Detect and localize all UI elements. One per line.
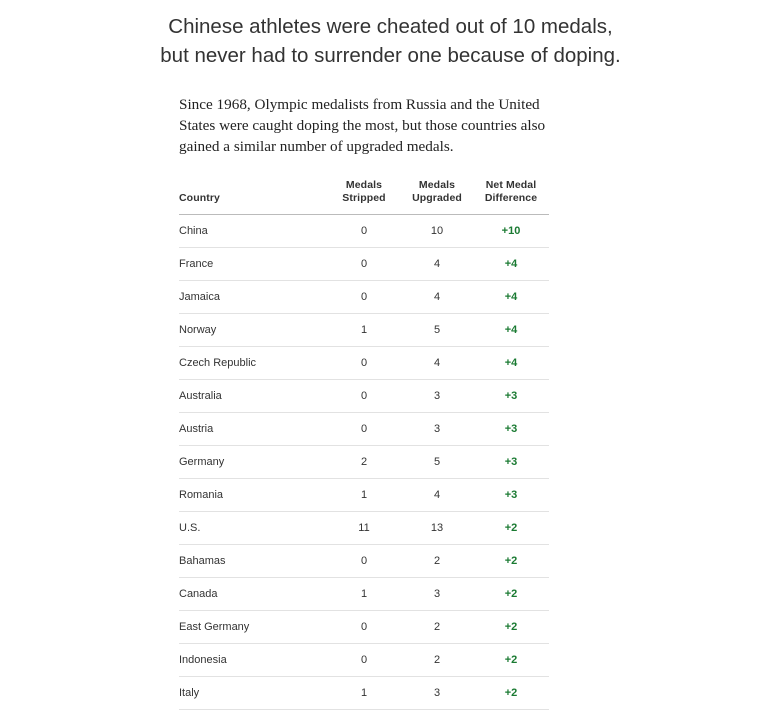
table-row [179, 314, 549, 347]
table-row [179, 578, 549, 611]
cell-net-medal-difference: +3 [473, 413, 549, 446]
cell-medals-upgraded: 13 [401, 512, 473, 545]
cell-country: Australia [179, 380, 327, 413]
cell-net-medal-difference: +2 [473, 677, 549, 710]
cell-medals-stripped: 11 [327, 512, 401, 545]
table-body [179, 215, 549, 710]
table-row [179, 611, 549, 644]
column-header-medals-stripped-line1: Medals [345, 179, 383, 191]
cell-net-medal-difference: +4 [473, 281, 549, 314]
cell-medals-stripped: 1 [327, 479, 401, 512]
cell-medals-stripped: 0 [327, 644, 401, 677]
table-header [179, 179, 549, 215]
cell-medals-stripped: 1 [327, 677, 401, 710]
column-header-medals-upgraded-line1: Medals [418, 179, 456, 191]
cell-net-medal-difference: +3 [473, 446, 549, 479]
cell-net-medal-difference: +4 [473, 248, 549, 281]
headline-line-2: but never had to surrender one because of doping. [160, 44, 621, 67]
table-row [179, 545, 549, 578]
column-header-net-line2: Difference [484, 192, 538, 204]
cell-medals-stripped: 0 [327, 611, 401, 644]
cell-net-medal-difference: +4 [473, 347, 549, 380]
cell-net-medal-difference: +2 [473, 512, 549, 545]
table-header-row [179, 179, 549, 215]
table-row [179, 215, 549, 248]
deck-text: Since 1968, Olympic medalists from Russia and the United States were caught doping the most, but those countries also gained a similar number of upgraded medals. [179, 96, 546, 155]
cell-country: Indonesia [179, 644, 327, 677]
cell-country: Italy [179, 677, 327, 710]
cell-net-medal-difference: +2 [473, 611, 549, 644]
cell-medals-upgraded: 5 [401, 314, 473, 347]
cell-medals-stripped: 0 [327, 248, 401, 281]
table-row [179, 512, 549, 545]
cell-net-medal-difference: +2 [473, 545, 549, 578]
cell-medals-stripped: 1 [327, 314, 401, 347]
cell-medals-upgraded: 10 [401, 215, 473, 248]
cell-medals-upgraded: 4 [401, 281, 473, 314]
cell-net-medal-difference: +3 [473, 380, 549, 413]
cell-medals-upgraded: 2 [401, 611, 473, 644]
table-row [179, 479, 549, 512]
column-header-country-label: Country [179, 192, 220, 204]
cell-net-medal-difference: +2 [473, 644, 549, 677]
cell-country: Bahamas [179, 545, 327, 578]
table-row [179, 347, 549, 380]
table-row [179, 248, 549, 281]
page-title [61, 0, 721, 70]
cell-medals-stripped: 0 [327, 281, 401, 314]
cell-country: Jamaica [179, 281, 327, 314]
table-row [179, 644, 549, 677]
table-row [179, 446, 549, 479]
cell-medals-upgraded: 5 [401, 446, 473, 479]
cell-country: Czech Republic [179, 347, 327, 380]
table-row [179, 413, 549, 446]
cell-net-medal-difference: +3 [473, 479, 549, 512]
column-header-medals-stripped-line2: Stripped [342, 192, 386, 204]
cell-medals-upgraded: 3 [401, 413, 473, 446]
cell-medals-stripped: 0 [327, 215, 401, 248]
table-row [179, 380, 549, 413]
cell-medals-upgraded: 4 [401, 248, 473, 281]
cell-country: Germany [179, 446, 327, 479]
column-header-net-medal-difference [473, 179, 549, 215]
cell-medals-stripped: 0 [327, 380, 401, 413]
cell-country: Canada [179, 578, 327, 611]
table-row [179, 281, 549, 314]
cell-net-medal-difference: +4 [473, 314, 549, 347]
column-header-medals-upgraded [401, 179, 473, 215]
cell-medals-stripped: 0 [327, 347, 401, 380]
medal-table [179, 179, 549, 710]
cell-country: France [179, 248, 327, 281]
cell-country: East Germany [179, 611, 327, 644]
cell-country: China [179, 215, 327, 248]
cell-medals-stripped: 0 [327, 413, 401, 446]
cell-medals-upgraded: 4 [401, 347, 473, 380]
column-header-net-line1: Net Medal [485, 179, 537, 191]
cell-medals-stripped: 2 [327, 446, 401, 479]
column-header-medals-upgraded-line2: Upgraded [412, 192, 462, 204]
medal-table-container [179, 157, 549, 710]
cell-net-medal-difference: +2 [473, 578, 549, 611]
cell-country: Norway [179, 314, 327, 347]
cell-medals-upgraded: 3 [401, 380, 473, 413]
cell-net-medal-difference: +10 [473, 215, 549, 248]
cell-medals-upgraded: 3 [401, 578, 473, 611]
table-row [179, 677, 549, 710]
cell-medals-stripped: 0 [327, 545, 401, 578]
cell-medals-upgraded: 4 [401, 479, 473, 512]
cell-medals-upgraded: 2 [401, 644, 473, 677]
cell-country: Romania [179, 479, 327, 512]
column-header-medals-stripped [327, 179, 401, 215]
cell-medals-upgraded: 3 [401, 677, 473, 710]
cell-country: Austria [179, 413, 327, 446]
headline-line-1: Chinese athletes were cheated out of 10 medals, [168, 15, 613, 38]
cell-country: U.S. [179, 512, 327, 545]
cell-medals-stripped: 1 [327, 578, 401, 611]
column-header-country [179, 179, 327, 215]
cell-medals-upgraded: 2 [401, 545, 473, 578]
deck-container [179, 70, 549, 157]
